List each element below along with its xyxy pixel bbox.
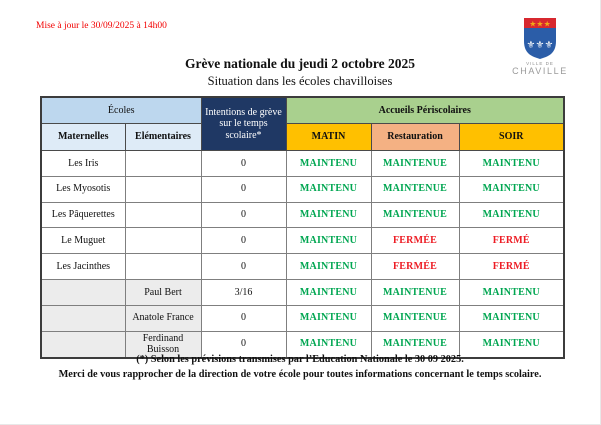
header-maternelles: Maternelles — [41, 124, 125, 151]
cell-statut-soir: MAINTENU — [459, 151, 564, 177]
cell-elementaire — [125, 228, 201, 254]
cell-statut-soir: MAINTENU — [459, 279, 564, 305]
cell-statut-soir: MAINTENU — [459, 331, 564, 358]
header-soir: SOIR — [459, 124, 564, 151]
cell-statut-matin: MAINTENU — [286, 254, 371, 280]
cell-elementaire: Ferdinand Buisson — [125, 331, 201, 358]
header-elementaires: Elémentaires — [125, 124, 201, 151]
cell-statut-restauration: MAINTENUE — [371, 305, 459, 331]
header-accueils-periscolaires: Accueils Périscolaires — [286, 97, 564, 124]
logo-villede-text: VILLE DE — [526, 61, 554, 66]
cell-statut-restauration: MAINTENUE — [371, 151, 459, 177]
cell-elementaire: Paul Bert — [125, 279, 201, 305]
cell-maternelle — [41, 305, 125, 331]
fleur-de-lis-icons: ⚜⚜⚜ — [526, 40, 554, 51]
cell-maternelle: Les Jacinthes — [41, 254, 125, 280]
table-row — [41, 279, 564, 305]
cell-intentions-greve: 0 — [201, 331, 286, 358]
cell-statut-soir: MAINTENU — [459, 202, 564, 228]
cell-intentions-greve: 0 — [201, 202, 286, 228]
table-header — [41, 97, 564, 151]
cell-maternelle: Les Iris — [41, 151, 125, 177]
cell-statut-soir: FERMÉ — [459, 254, 564, 280]
cell-statut-matin: MAINTENU — [286, 176, 371, 202]
table-body — [41, 151, 564, 358]
cell-statut-restauration: MAINTENUE — [371, 176, 459, 202]
update-note: Mise à jour le 30/09/2025 à 14h00 — [36, 21, 167, 31]
cell-maternelle: Les Myosotis — [41, 176, 125, 202]
header-ecoles: Écoles — [41, 97, 201, 124]
footnote-line1: (*) Selon les prévisions transmises par l’Education Nationale le 30 09 2025. — [136, 354, 464, 365]
cell-statut-matin: MAINTENU — [286, 228, 371, 254]
table-row — [41, 305, 564, 331]
cell-intentions-greve: 3/16 — [201, 279, 286, 305]
footnote — [0, 352, 600, 383]
table-row — [41, 202, 564, 228]
cell-elementaire — [125, 202, 201, 228]
cell-elementaire — [125, 254, 201, 280]
cell-statut-matin: MAINTENU — [286, 305, 371, 331]
coat-of-arms-shield-icon — [522, 17, 558, 60]
cell-intentions-greve: 0 — [201, 151, 286, 177]
cell-statut-matin: MAINTENU — [286, 151, 371, 177]
cell-statut-matin: MAINTENU — [286, 331, 371, 358]
cell-statut-soir: MAINTENU — [459, 176, 564, 202]
cell-statut-matin: MAINTENU — [286, 279, 371, 305]
logo-chaville-text: CHAVILLE — [512, 66, 568, 76]
cell-statut-restauration: MAINTENUE — [371, 279, 459, 305]
cell-intentions-greve: 0 — [201, 254, 286, 280]
cell-elementaire: Anatole France — [125, 305, 201, 331]
cell-statut-matin: MAINTENU — [286, 202, 371, 228]
header-restauration: Restauration — [371, 124, 459, 151]
table-row — [41, 151, 564, 177]
header-intentions-greve: Intentions de grève sur le temps scolaire* — [201, 97, 286, 151]
cell-statut-restauration: FERMÉE — [371, 254, 459, 280]
cell-elementaire — [125, 176, 201, 202]
cell-statut-restauration: MAINTENUE — [371, 331, 459, 358]
cell-maternelle: Les Pâquerettes — [41, 202, 125, 228]
page-subtitle: Situation dans les écoles chavilloises — [207, 74, 393, 88]
cell-maternelle — [41, 279, 125, 305]
cell-statut-restauration: MAINTENUE — [371, 202, 459, 228]
cell-intentions-greve: 0 — [201, 176, 286, 202]
cell-statut-soir: FERMÉ — [459, 228, 564, 254]
header-matin: MATIN — [286, 124, 371, 151]
cell-statut-soir: MAINTENU — [459, 305, 564, 331]
table-row — [41, 228, 564, 254]
cell-elementaire — [125, 151, 201, 177]
cell-statut-restauration: FERMÉE — [371, 228, 459, 254]
schools-strike-table — [40, 96, 565, 359]
footnote-line2: Merci de vous rapprocher de la direction de votre école pour toutes informations concernant le temps scolaire. — [58, 369, 542, 381]
star-icons: ★★★ — [529, 19, 551, 29]
table-row — [41, 254, 564, 280]
cell-intentions-greve: 0 — [201, 228, 286, 254]
cell-maternelle: Le Muguet — [41, 228, 125, 254]
cell-intentions-greve: 0 — [201, 305, 286, 331]
table-row — [41, 176, 564, 202]
page-title: Grève nationale du jeudi 2 octobre 2025 — [185, 56, 415, 71]
